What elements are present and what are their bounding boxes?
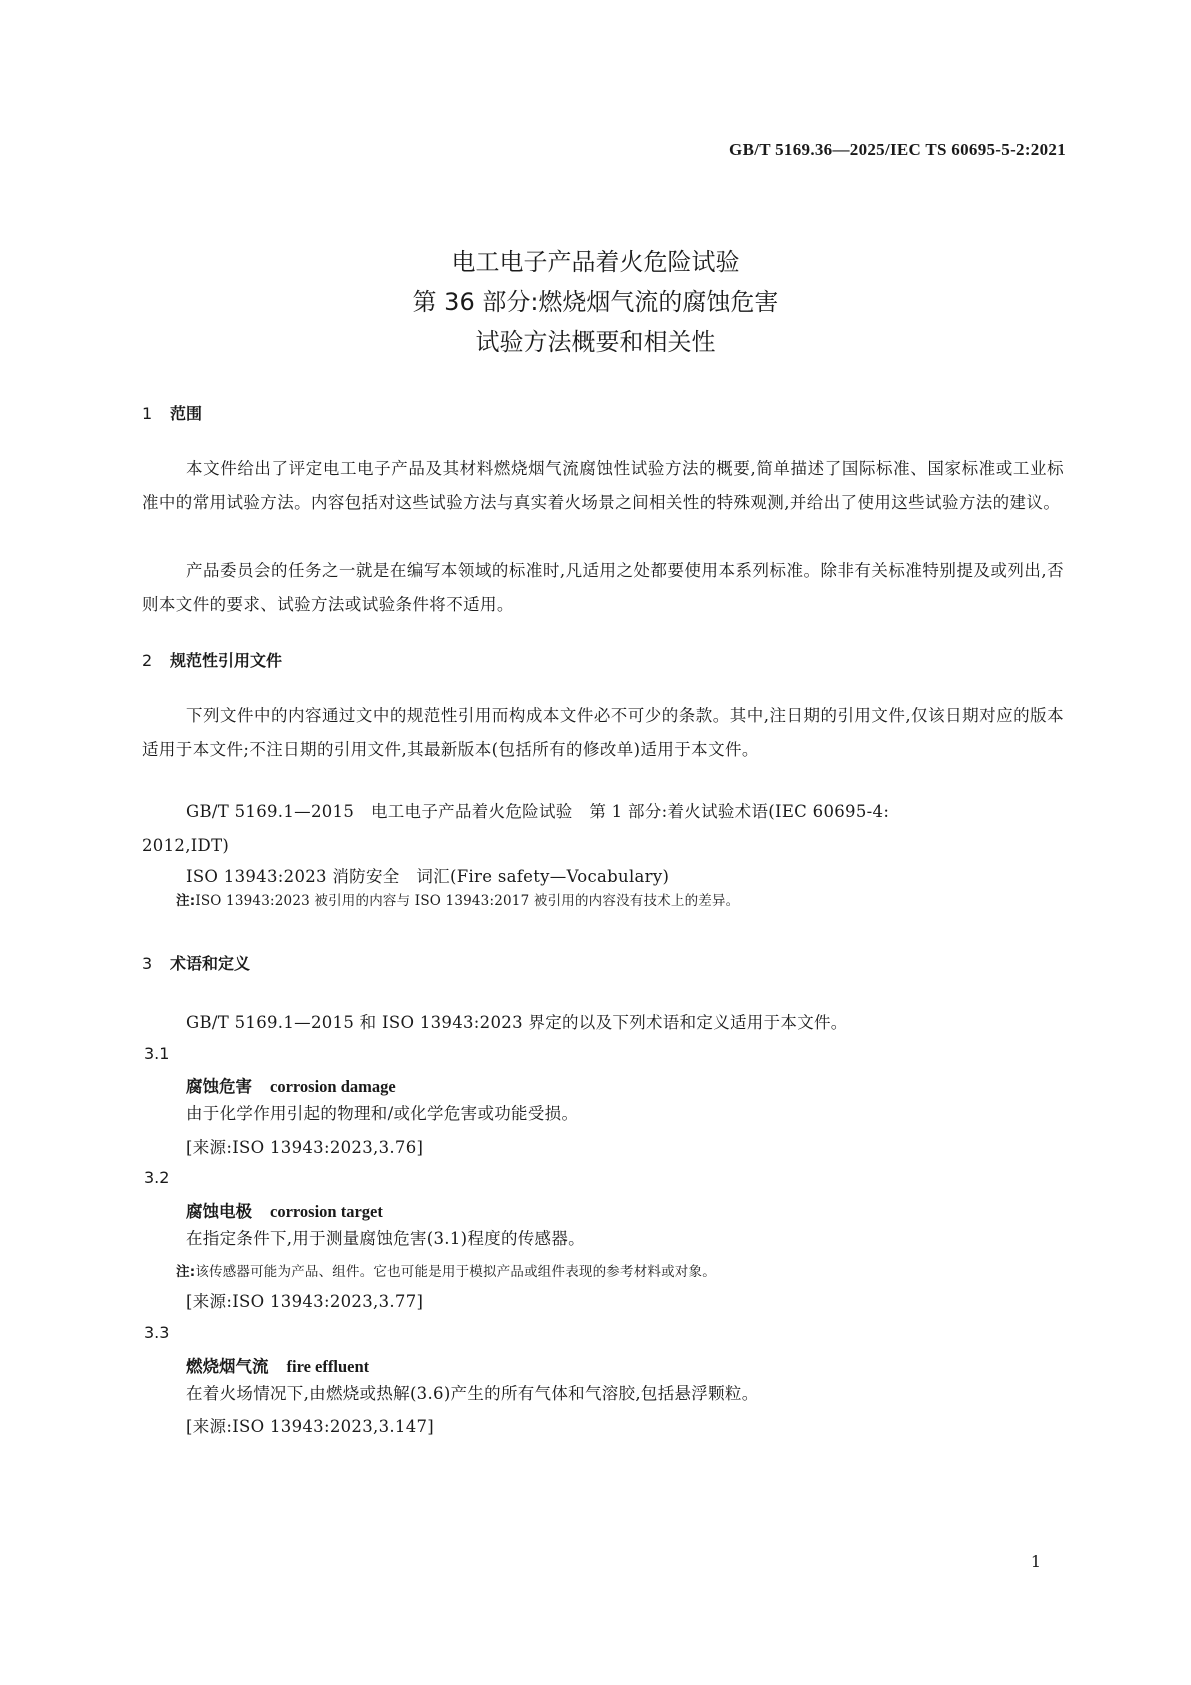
- page-number: 1: [1030, 1552, 1041, 1571]
- note-label: 注:: [176, 893, 196, 909]
- section-2-paragraph-1: 下列文件中的内容通过文中的规范性引用而构成本文件必不可少的条款。其中,注日期的引用文件,仅该日期对应的版本适用于本文件;不注日期的引用文件,其最新版本(包括所有的修改单)适用于本文件。: [142, 706, 1064, 759]
- term-number: 3.1: [144, 1044, 170, 1063]
- term-note: [176, 1261, 716, 1283]
- term-definition: 在着火场情况下,由燃烧或热解(3.6)产生的所有气体和气溶胶,包括悬浮颗粒。: [186, 1384, 759, 1403]
- note-text: 该传感器可能为产品、组件。它也可能是用于模拟产品或组件表现的参考材料或对象。: [195, 1264, 716, 1280]
- standard-code: GB/T 5169.36—2025/IEC TS 60695-5-2:2021: [729, 140, 1066, 159]
- section-1-heading: [142, 401, 202, 424]
- document-title: [0, 242, 1191, 362]
- section-number: 3: [142, 954, 153, 973]
- term-chinese: 腐蚀电极: [186, 1202, 252, 1221]
- normative-reference-2: ISO 13943:2023 消防安全 词汇(Fire safety—Vocabulary): [186, 867, 670, 886]
- normative-reference-1-cont: 2012,IDT): [142, 836, 230, 855]
- term-english: corrosion damage: [270, 1077, 396, 1096]
- note-text: ISO 13943:2023 被引用的内容与 ISO 13943:2017 被引用的内容没有技术上的差异。: [195, 893, 740, 909]
- section-3-intro: GB/T 5169.1—2015 和 ISO 13943:2023 界定的以及下列术语和定义适用于本文件。: [186, 1013, 848, 1032]
- section-2-heading: [142, 648, 282, 671]
- note-label: 注:: [176, 1264, 196, 1280]
- term-entry: [186, 1198, 383, 1222]
- section-1-paragraph-2: 产品委员会的任务之一就是在编写本领域的标准时,凡适用之处都要使用本系列标准。除非有关标准特别提及或列出,否则本文件的要求、试验方法或试验条件将不适用。: [142, 561, 1064, 614]
- term-source: [来源:ISO 13943:2023,3.147]: [186, 1417, 435, 1436]
- term-chinese: 燃烧烟气流: [186, 1357, 269, 1376]
- title-line-1: 电工电子产品着火危险试验: [451, 248, 740, 276]
- term-number: 3.2: [144, 1168, 170, 1187]
- term-english: corrosion target: [270, 1202, 383, 1221]
- term-number: 3.3: [144, 1323, 170, 1342]
- title-line-3: 试验方法概要和相关性: [475, 328, 716, 356]
- section-number: 1: [142, 404, 153, 423]
- term-source: [来源:ISO 13943:2023,3.77]: [186, 1292, 424, 1311]
- term-entry: [186, 1073, 396, 1097]
- title-line-2: 第 36 部分:燃烧烟气流的腐蚀危害: [412, 288, 779, 316]
- term-source: [来源:ISO 13943:2023,3.76]: [186, 1138, 424, 1157]
- section-title: 规范性引用文件: [170, 651, 283, 670]
- section-title: 范围: [170, 404, 203, 423]
- normative-reference-1: GB/T 5169.1—2015 电工电子产品着火危险试验 第 1 部分:着火试验术语(IEC 60695-4:: [186, 802, 890, 821]
- section-title: 术语和定义: [170, 954, 251, 973]
- section-number: 2: [142, 651, 153, 670]
- term-entry: [186, 1353, 369, 1377]
- term-definition: 在指定条件下,用于测量腐蚀危害(3.1)程度的传感器。: [186, 1229, 585, 1248]
- section-1-paragraph-1: 本文件给出了评定电工电子产品及其材料燃烧烟气流腐蚀性试验方法的概要,简单描述了国际标准、国家标准或工业标准中的常用试验方法。内容包括对这些试验方法与真实着火场景之间相关性的特殊观测,并给出了使用这些试验方法的建议。: [142, 459, 1064, 512]
- term-chinese: 腐蚀危害: [186, 1077, 252, 1096]
- term-english: fire effluent: [286, 1357, 370, 1376]
- section-2-note: [176, 890, 739, 912]
- term-definition: 由于化学作用引起的物理和/或化学危害或功能受损。: [186, 1104, 579, 1123]
- section-3-heading: [142, 951, 250, 974]
